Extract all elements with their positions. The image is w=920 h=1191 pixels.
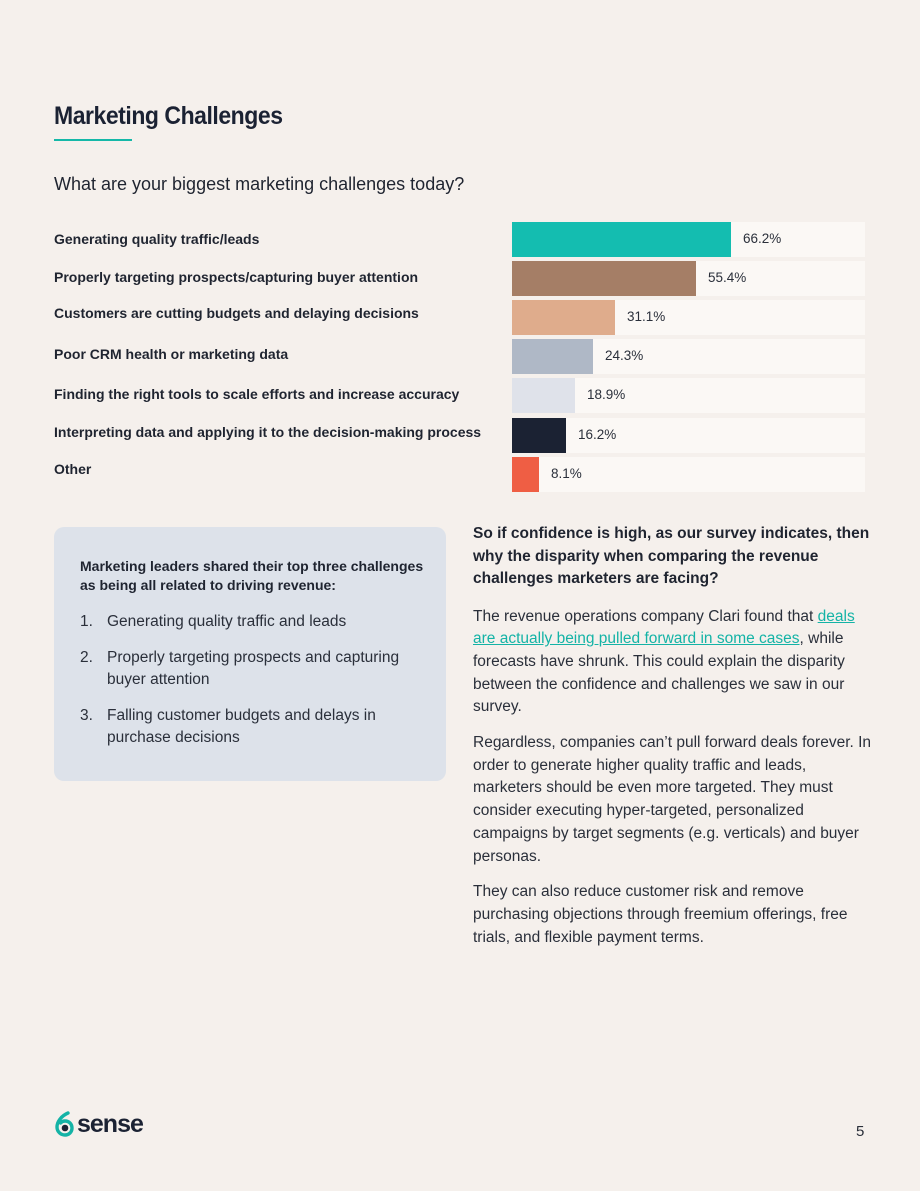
bar-track: [512, 457, 865, 492]
paragraph-regardless: Regardless, companies can’t pull forward deals forever. In order to generate higher quality traffic and leads, marketers should be even more targeted. They must consider executing hyper-targeted, personalized campaigns by target segments (e.g. verticals) and buyer personas.: [473, 734, 872, 865]
bar: [512, 457, 539, 492]
clari-link[interactable]: deals are actually being pulled forward in some cases: [473, 607, 855, 648]
bar-track: [512, 300, 865, 335]
bar-value-label: 55.4%: [708, 270, 747, 285]
list-item: [80, 647, 420, 692]
page-number: 5: [856, 1123, 865, 1140]
bar-value-label: 31.1%: [627, 309, 666, 324]
callout-heading: Marketing leaders shared their top three challenges as being all related to driving revenue:: [80, 558, 424, 593]
paragraph-text: The revenue operations company Clari found that: [473, 607, 818, 625]
list-item-text: Falling customer budgets and delays in purchase decisions: [107, 706, 376, 746]
callout-box: [54, 527, 446, 781]
sense-logo: [54, 1109, 143, 1139]
bar: [512, 339, 593, 374]
paragraph-text: , while forecasts have shrunk. This could explain the disparity between the confidence and challenges we saw in our survey.: [473, 630, 845, 716]
bar-label: Customers are cutting budgets and delaying decisions: [54, 305, 419, 321]
bar-label: Generating quality traffic/leads: [54, 231, 260, 247]
bar-track: [512, 261, 865, 296]
bar: [512, 261, 696, 296]
bar-label: Poor CRM health or marketing data: [54, 346, 289, 362]
chart-title: What are your biggest marketing challenges today?: [54, 174, 465, 194]
list-item: [80, 705, 420, 750]
body-column: [473, 523, 873, 962]
bar: [512, 418, 566, 453]
bar-track: [512, 222, 865, 257]
logo-six-icon: [54, 1111, 76, 1137]
bar-label: Interpreting data and applying it to the decision-making process: [54, 424, 482, 440]
bar-track: [512, 418, 865, 453]
list-item-text: Generating quality traffic and leads: [107, 613, 347, 630]
list-item: [80, 611, 420, 634]
logo-text: sense: [77, 1110, 143, 1138]
bar-value-label: 8.1%: [551, 466, 582, 481]
list-item-text: Properly targeting prospects and capturing buyer attention: [107, 648, 400, 688]
paragraph-reduce-risk: They can also reduce customer risk and remove purchasing objections through freemium offerings, free trials, and flexible payment terms.: [473, 883, 848, 946]
bar-label: Other: [54, 461, 92, 477]
bar-value-label: 16.2%: [578, 427, 617, 442]
bar: [512, 300, 615, 335]
bar: [512, 222, 731, 257]
bar-value-label: 18.9%: [587, 387, 626, 402]
bar-label: Properly targeting prospects/capturing buyer attention: [54, 269, 419, 285]
bar-track: [512, 378, 865, 413]
section-heading: So if confidence is high, as our survey indicates, then why the disparity when comparing the revenue challenges marketers are facing?: [473, 525, 870, 587]
callout-list: [80, 611, 420, 763]
paragraph-clari: [473, 606, 873, 720]
list-item-number: 2.: [80, 648, 93, 666]
bar-track: [512, 339, 865, 374]
bar: [512, 378, 575, 413]
list-item-number: 1.: [80, 613, 93, 630]
bar-value-label: 66.2%: [743, 231, 782, 246]
list-item-number: 3.: [80, 706, 93, 724]
bar-chart: [0, 0, 920, 500]
bar-value-label: 24.3%: [605, 348, 644, 363]
bar-label: Finding the right tools to scale efforts and increase accuracy: [54, 386, 460, 402]
page-title: Marketing Challenges: [54, 102, 283, 130]
